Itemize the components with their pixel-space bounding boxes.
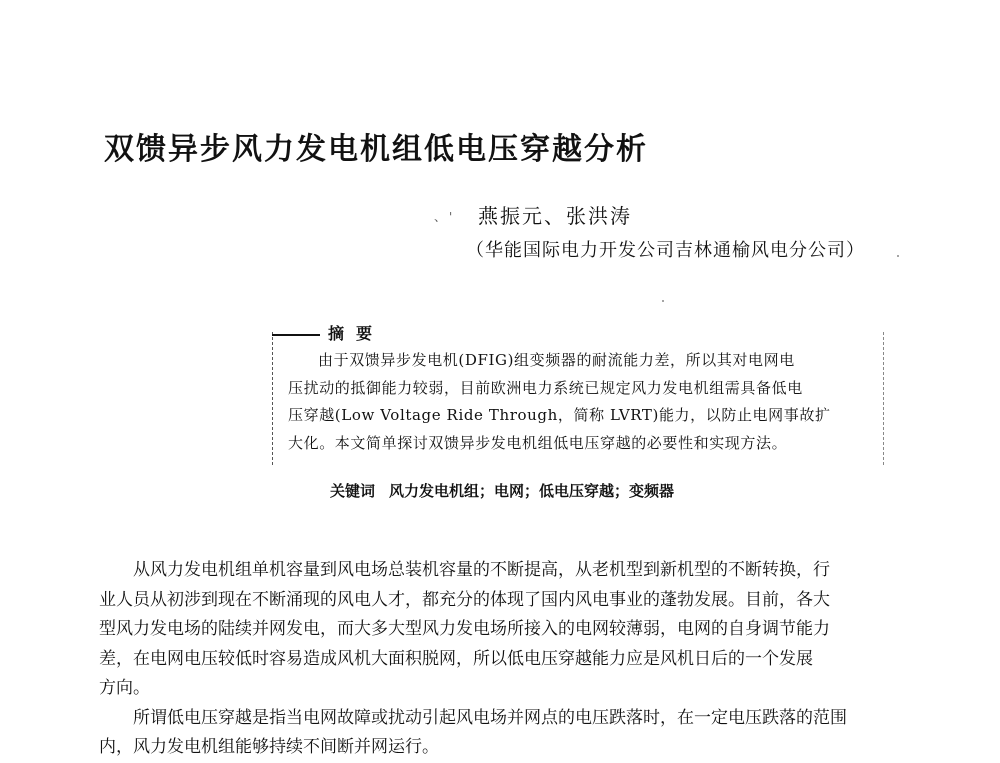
authors: 燕振元、张洪涛 <box>478 204 632 228</box>
paper-title: 双馈异步风力发电机组低电压穿越分析 <box>104 132 648 167</box>
abstract-line: 由于双馈异步发电机(DFIG)组变频器的耐流能力差，所以其对电网电 <box>318 351 795 369</box>
affiliation: （华能国际电力开发公司吉林通榆风电分公司） <box>466 240 865 261</box>
abstract-body <box>288 347 878 457</box>
abstract-line: 大化。本文简单探讨双馈异步发电机组低电压穿越的必要性和实现方法。 <box>288 433 788 452</box>
scan-speck <box>662 300 664 302</box>
scan-speck <box>897 255 899 257</box>
body-text <box>99 556 889 763</box>
byline-marks: 、' <box>434 210 456 224</box>
body-line: 业人员从初涉到现在不断涌现的风电人才，都充分的体现了国内风电事业的蓬勃发展。目前，各大 <box>99 589 830 610</box>
body-line: 所谓低电压穿越是指当电网故障或扰动引起风电场并网点的电压跌落时，在一定电压跌落的范围 <box>133 707 847 728</box>
keywords <box>330 479 674 503</box>
abstract-heading: 摘要 <box>328 324 385 343</box>
keywords-label: 关键词 <box>330 482 376 500</box>
body-line: 方向。 <box>99 678 150 698</box>
body-line: 从风力发电机组单机容量到风电场总装机容量的不断提高，从老机型到新机型的不断转换，行 <box>133 560 830 580</box>
body-line: 差，在电网电压较低时容易造成风机大面积脱网，所以低电压穿越能力应是风机日后的一个发展 <box>99 648 813 669</box>
abstract-line: 压穿越(Low Voltage Ride Through，简称 LVRT)能力，以防止电网事故扩 <box>288 406 831 424</box>
body-line: 内，风力发电机组能够持续不间断并网运行。 <box>99 737 439 757</box>
abstract-line: 压扰动的抵御能力较弱，目前欧洲电力系统已规定风力发电机组需具备低电 <box>288 378 803 397</box>
abstract-rule <box>272 334 320 336</box>
body-line: 型风力发电场的陆续并网发电，而大多大型风力发电场所接入的电网较薄弱，电网的自身调节能力 <box>99 619 830 639</box>
keywords-text: 风力发电机组；电网；低电压穿越；变频器 <box>389 482 675 500</box>
